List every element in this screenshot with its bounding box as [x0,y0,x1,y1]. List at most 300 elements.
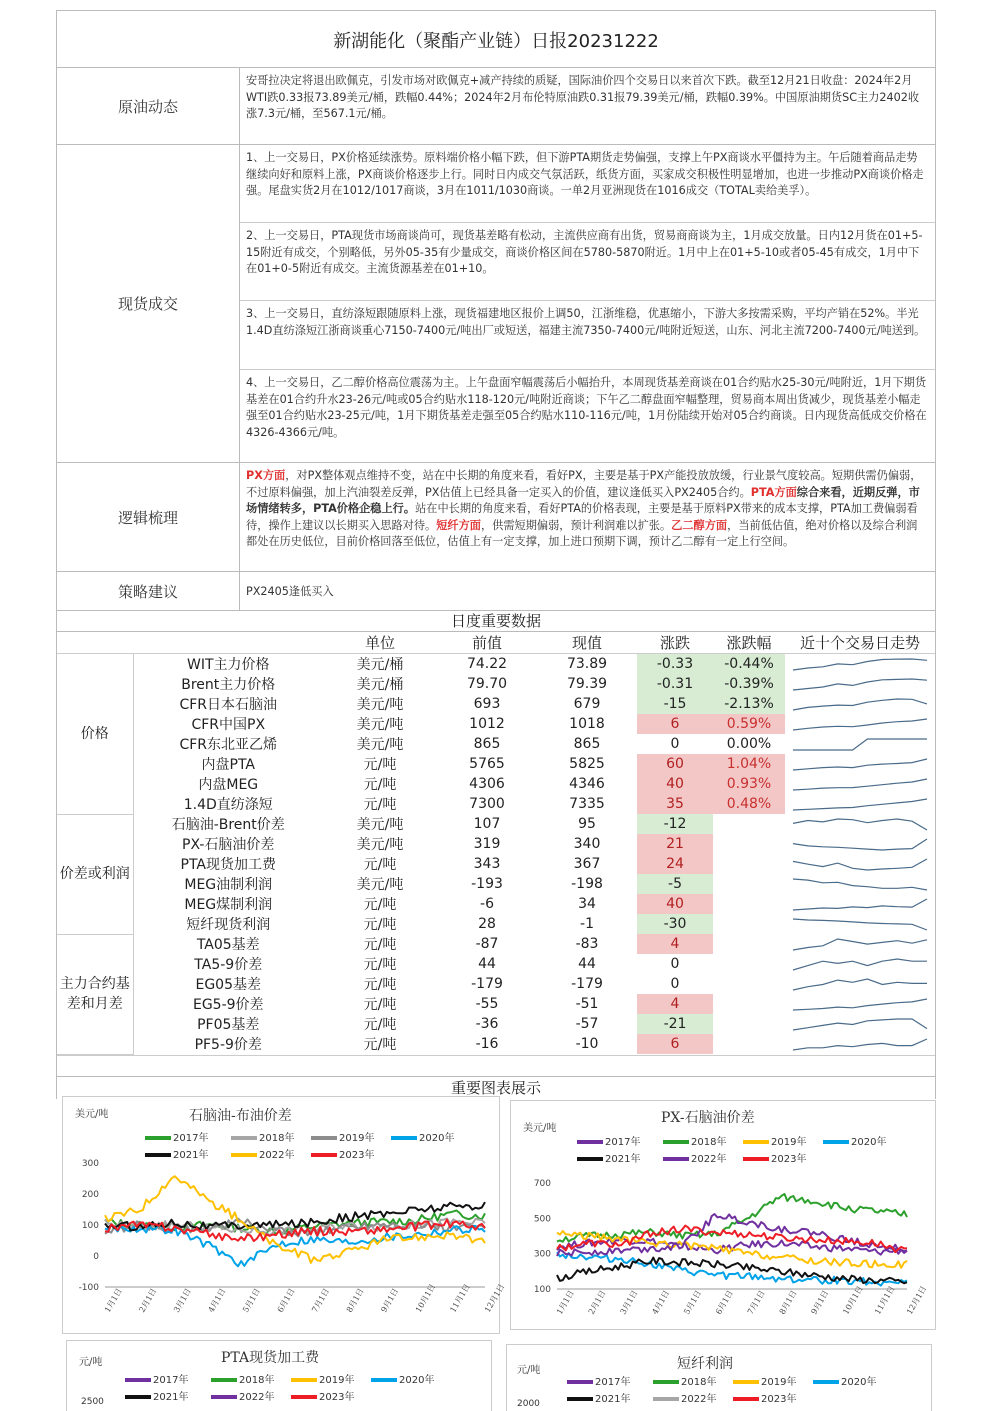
row-name: WIT主力价格 [186,657,270,673]
row-chg: 0 [670,956,680,972]
x-tick-label: 1月1日 [102,1286,124,1314]
x-tick-label: 3月1日 [618,1288,640,1316]
row-sparkline [785,914,935,934]
row-prev: -87 [475,936,499,952]
spot-para-3: 3、上一交易日，直纺涤短跟随原料上涨，现货福建地区报价上调50，江浙维稳，优惠缩小，下游大多按需采购，平均产销在52%。半光1.4D直纺涤短江浙商谈重心7150-7400元/吨出厂或短送，福建主流7350-7400元/吨附近短送，山东、河北主流7200-7400元/吨送到。 [246,307,926,337]
row-sparkline [785,734,935,754]
row-chg: 40 [637,774,713,794]
sparkline [793,839,927,850]
row-cur: -83 [575,936,599,952]
row-cur: 73.89 [566,656,608,672]
legend-item [125,1371,188,1386]
row-pct: 1.04% [713,754,785,774]
row-cur: 5825 [569,756,605,772]
legend-label: 2020年 [851,1137,887,1148]
row-sparkline [785,994,935,1014]
row-name: MEG油制利润 [184,877,273,893]
pta-text: 站在中长期的角度来看，看好PTA的价格表现，主要是基于原料PX带来的成本支撑，PTA加工费偏弱看待，操作上建议以长期买入思路对待。 [246,502,918,532]
legend-label: 2019年 [339,1133,375,1144]
row-chg: 0 [670,976,680,992]
row-name: CFR东北亚乙烯 [179,737,278,753]
chart-naphtha-brent [62,1096,507,1334]
row-chg: 6 [637,714,713,734]
row-pct: 0.93% [713,774,785,794]
row-cur: 367 [573,856,601,872]
x-tick-label: 9月1日 [809,1288,831,1316]
row-cur: 679 [573,696,601,712]
row-chg: 35 [637,794,713,814]
table-row [57,914,935,934]
legend-label: 2021年 [595,1394,631,1405]
sparkline [793,659,927,670]
legend-label: 2019年 [319,1375,355,1386]
row-name: CFR日本石脑油 [179,697,278,713]
legend-swatch [813,1380,839,1384]
legend-swatch [211,1395,237,1399]
col-unit: 单位 [323,632,437,654]
legend-item [291,1388,354,1403]
row-unit: 美元/吨 [356,737,404,753]
row-prev: -36 [475,1016,499,1032]
row-cur: -1 [580,916,594,932]
row-cur: 1018 [569,716,605,732]
legend-label: 2021年 [173,1150,209,1161]
eg-text: ，当前低估值，绝对价格以及综合利润都处在历史低位，目前价格回落至低位，估值上有一定支撑，加上进口预期下调，预计乙二醇有一定上行空间。 [246,518,918,548]
x-tick-label: 6月1日 [714,1288,735,1316]
row-sparkline [785,654,935,675]
row-sparkline [785,674,935,694]
table-row [57,794,935,814]
row-prev: 107 [473,816,501,832]
row-name: PTA现货加工费 [180,857,276,873]
y-tick-label: 300 [81,1159,99,1169]
row-prev: 1012 [469,716,505,732]
x-tick-label: 8月1日 [777,1288,799,1316]
row-prev: 7300 [469,796,505,812]
sparkline [793,859,927,870]
legend-label: 2023年 [771,1154,807,1165]
row-pct [713,834,785,854]
x-tick-label: 9月1日 [379,1286,401,1314]
table-row [57,754,935,774]
legend-label: 2017年 [605,1137,641,1148]
col-prev: 前值 [437,632,537,654]
row-name: TA5-9价差 [194,957,263,973]
table-row [57,974,935,994]
spot-para-4: 4、上一交易日，乙二醇价格高位震荡为主。上午盘面窄幅震荡后小幅抬升，本周现货基差商谈在01合约贴水25-30元/吨附近，1月下期货基差在01合约升水23-26元/吨或05合约贴水118-120元/吨附近商谈；下午乙二醇盘面窄幅整理，贸易商本周出货减少，现货基差小幅走强至01合约贴水23-25元/吨，1月下期货基差走强至05合约贴水110-116元/吨，1月份陆续开始对05合约商谈。日内现货高低成交价格在4326-4366元/吨。 [246,376,927,439]
x-tick-label: 5月1日 [241,1286,263,1314]
legend-label: 2020年 [841,1377,877,1388]
x-tick-label: 11月1日 [448,1282,472,1314]
row-unit: 美元/桶 [356,677,404,693]
row-chg: 21 [637,834,713,854]
x-tick-label: 12月1日 [904,1284,929,1316]
row-unit: 元/吨 [363,777,397,793]
row-name: 内盘MEG [198,777,259,793]
row-name: CFR中国PX [191,717,266,733]
spot-para-2: 2、上一交易日，PTA现货市场商谈尚可，现货基差略有松动，主流供应商有出货，贸易商商谈为主，1月成交放量。日内12月货在01+5-15附近有成交，个别略低，另外05-35有少量成交，商谈价格区间在5780-5870附近。1月中上在01+5-10或者05-45有成交，1月中下在01+0-5附近有成交。主流货源基差在01+10。 [246,229,923,275]
row-prev: -6 [480,896,494,912]
legend-label: 2023年 [339,1150,375,1161]
row-prev: -193 [471,876,503,892]
col-pct: 涨跌幅 [713,632,785,654]
legend-label: 2019年 [761,1377,797,1388]
table-row [57,1034,935,1054]
legend-item [733,1373,796,1388]
section-label: 逻辑梳理 [57,463,240,571]
row-unit: 元/吨 [363,757,397,773]
section-label: 原油动态 [57,68,240,144]
row-pct [713,894,785,914]
legend-label: 2018年 [691,1137,727,1148]
legend-swatch [211,1378,237,1382]
row-pct [713,874,785,894]
row-sparkline [785,974,935,994]
px-head: PX方面 [246,469,286,482]
row-cur: -51 [575,996,599,1012]
row-unit: 元/吨 [363,997,397,1013]
sparkline [793,719,927,730]
px-text: ，对PX整体观点维持不变，站在中长期的角度来看，看好PX，主要是基于PX产能投放放缓，行业景气度较高。短期供需仍偏弱，不过原料偏强，加上汽油裂差反弹，PX估值上已经具备一定买入的价值，建议逢低买入PX2405合约。 [246,469,922,499]
x-tick-label: 12月1日 [482,1282,507,1314]
chart1-unit: 美元/吨 [75,1109,109,1120]
row-name: 内盘PTA [201,757,255,773]
row-unit: 元/吨 [363,917,397,933]
row-prev: 28 [478,916,496,932]
sparkline [793,679,927,690]
row-sparkline [785,854,935,874]
row-unit: 元/吨 [363,937,397,953]
legend-label: 2017年 [173,1133,209,1144]
sparkline [793,959,927,970]
row-prev: -55 [475,996,499,1012]
x-tick-label: 2月1日 [137,1286,159,1314]
row-chg: -0.33 [637,654,713,675]
legend-label: 2017年 [153,1375,189,1386]
table-row [57,894,935,914]
row-chg: -21 [637,1014,713,1034]
pf-head: 短纤方面 [436,518,481,532]
row-unit: 元/吨 [363,797,397,813]
row-unit: 元/吨 [363,1017,397,1033]
row-prev: 44 [478,956,496,972]
legend-item [291,1371,354,1386]
x-tick-label: 7月1日 [310,1286,332,1314]
row-chg: 60 [637,754,713,774]
header-row [57,632,935,654]
row-cur: 865 [573,736,601,752]
table-row [57,954,935,974]
row-cur: -10 [575,1036,599,1052]
legend-label: 2018年 [681,1377,717,1388]
row-prev: 74.22 [466,656,508,672]
row-sparkline [785,814,935,834]
chart1-plot [63,1097,507,1333]
row-name: EG05基差 [195,977,261,993]
row-cur: 34 [578,896,596,912]
logic-text [240,463,935,551]
legend-swatch [125,1395,151,1399]
legend-label: 2022年 [691,1154,727,1165]
row-prev: 865 [473,736,501,752]
y-tick-label: -100 [78,1283,99,1293]
row-unit: 美元/桶 [356,657,404,673]
legend-label: 2021年 [153,1392,189,1403]
row-chg: 4 [637,994,713,1014]
x-tick-label: 5月1日 [682,1288,704,1316]
y-tick-label: 0 [93,1252,99,1262]
sparkline [793,779,927,790]
y-tick-label: 100 [81,1221,99,1231]
row-prev: -16 [475,1036,499,1052]
legend-item [211,1371,274,1386]
row-cur: 44 [578,956,596,972]
row-name: MEG煤制利润 [184,897,273,913]
row-chg: -12 [637,814,713,834]
row-pct: 0.00% [726,736,772,752]
section-crude [57,68,935,145]
row-name: 短纤现货利润 [186,917,271,933]
x-tick-label: 4月1日 [206,1286,228,1314]
chart3-ytick: 2500 [81,1397,104,1407]
table-row [57,734,935,754]
row-name: EG5-9价差 [192,997,264,1013]
sparkline [793,879,927,890]
chart1-title: 石脑油-布油价差 [189,1108,292,1124]
row-chg: 0 [670,736,680,752]
sparkline [793,939,927,950]
legend-item [567,1373,630,1388]
table-row [57,714,935,734]
row-cur: 79.39 [566,676,608,692]
legend-item [733,1390,796,1405]
row-sparkline [785,774,935,794]
chart4-title: 短纤利润 [677,1356,733,1372]
row-cur: -179 [571,976,603,992]
report-title: 新湖能化（聚酯产业链）日报20231222 [57,11,935,68]
row-pct: 0.48% [713,794,785,814]
legend-swatch [567,1397,593,1401]
row-sparkline [785,714,935,734]
eg-head: 乙二醇方面 [671,518,728,532]
section-label: 策略建议 [57,572,240,610]
group-label: 主力合约基差和月差 [57,934,133,1054]
legend-swatch [567,1380,593,1384]
row-sparkline [785,894,935,914]
y-tick-label: 200 [81,1190,99,1200]
row-pct: 0.59% [713,714,785,734]
legend-label: 2022年 [259,1150,295,1161]
row-unit: 元/吨 [363,957,397,973]
sparkline [793,1039,927,1050]
row-sparkline [785,694,935,714]
legend-swatch [291,1378,317,1382]
sparkline [793,979,927,990]
row-chg: 6 [637,1034,713,1054]
row-prev: 5765 [469,756,505,772]
y-tick-label: 700 [533,1179,551,1189]
legend-swatch [733,1380,759,1384]
chart3-legend [125,1371,485,1401]
x-tick-label: 7月1日 [745,1288,767,1316]
row-prev: 4306 [469,776,505,792]
y-tick-label: 300 [533,1249,551,1260]
x-tick-label: 8月1日 [344,1286,366,1314]
legend-swatch [733,1397,759,1401]
row-sparkline [785,934,935,954]
legend-swatch [653,1380,679,1384]
legend-item [813,1373,876,1388]
row-unit: 元/吨 [363,857,397,873]
row-pct [713,814,785,834]
row-pct [713,994,785,1014]
section-label: 现货成交 [57,145,240,462]
row-chg: 40 [637,894,713,914]
table-row [57,694,935,714]
row-chg: -15 [637,694,713,714]
sparkline [793,699,927,710]
row-chg: -5 [637,874,713,894]
x-tick-label: 11月1日 [873,1284,897,1316]
daily-title: 日度重要数据 [57,611,935,632]
chart2-unit: 美元/吨 [523,1123,557,1134]
legend-swatch [371,1378,397,1382]
row-unit: 元/吨 [363,1037,397,1053]
row-chg: -30 [637,914,713,934]
x-tick-label: 3月1日 [172,1286,193,1314]
row-sparkline [785,1014,935,1034]
row-chg: 4 [637,934,713,954]
x-tick-label: 10月1日 [841,1284,865,1316]
col-chg: 涨跌 [637,632,713,654]
legend-label: 2019年 [771,1137,807,1148]
legend-item [125,1388,188,1403]
row-name: PX-石脑油价差 [182,837,275,853]
row-cur: -198 [571,876,603,892]
x-tick-label: 4月1日 [650,1288,672,1316]
row-prev: 343 [473,856,501,872]
row-prev: 79.70 [466,676,508,692]
sparkline [793,739,927,750]
chart2-title: PX-石脑油价差 [661,1110,755,1126]
table-row [57,1014,935,1034]
legend-label: 2021年 [605,1154,641,1165]
row-pct [713,854,785,874]
row-cur: 7335 [569,796,605,812]
row-pct [713,974,785,994]
legend-label: 2023年 [319,1392,355,1403]
row-name: Brent主力价格 [181,677,276,693]
row-pct: -0.39% [713,674,785,694]
row-pct [713,1034,785,1054]
sparkline [793,1019,927,1030]
legend-label: 2022年 [681,1394,717,1405]
row-cur: 95 [578,816,596,832]
row-pct: -2.13% [713,694,785,714]
row-unit: 元/吨 [363,897,397,913]
sparkline [793,799,927,810]
sparkline [793,819,927,830]
chart-px-naphtha [510,1100,936,1330]
legend-label: 2020年 [419,1133,455,1144]
row-name: TA05基差 [196,937,260,953]
legend-label: 2020年 [399,1375,435,1386]
legend-item [371,1371,434,1386]
row-cur: 340 [573,836,601,852]
section-logic [57,463,935,572]
row-prev: 319 [473,836,501,852]
sparkline [793,759,927,770]
section-spot [57,145,935,463]
chart2-plot [511,1101,935,1329]
legend-item [653,1373,716,1388]
table-row [57,934,935,954]
row-sparkline [785,754,935,774]
chart-pta-margin [66,1340,492,1411]
chart-pf-profit [506,1344,932,1411]
row-prev: 693 [473,696,501,712]
legend-swatch [125,1378,151,1382]
table-row [57,994,935,1014]
table-row [57,834,935,854]
x-tick-label: 6月1日 [275,1286,297,1314]
row-sparkline [785,834,935,854]
row-unit: 美元/吨 [356,717,404,733]
legend-item [567,1390,630,1405]
chart4-unit: 元/吨 [517,1365,541,1376]
row-pct [713,954,785,974]
sparkline [793,999,927,1010]
row-sparkline [785,1034,935,1054]
row-unit: 美元/吨 [356,877,404,893]
series-line [105,1202,485,1230]
legend-label: 2018年 [259,1133,295,1144]
row-sparkline [785,954,935,974]
pf-text: ，供需短期偏弱，预计利润难以扩张。 [480,518,672,532]
row-chg: 24 [637,854,713,874]
pta-head: PTA方面 [750,485,797,499]
charts-title: 重要图表展示 [57,1076,935,1099]
y-tick-label: 100 [533,1285,551,1295]
legend-item [211,1388,274,1403]
legend-item [653,1390,716,1405]
x-tick-label: 2月1日 [586,1288,608,1316]
row-pct [713,914,785,934]
row-unit: 美元/吨 [356,817,404,833]
legend-label: 2017年 [595,1377,631,1388]
row-pct: -0.44% [713,654,785,675]
pta-bold: 综合来看，近期反弹，市场情绪转多，PTA价格企稳上行。 [246,485,920,515]
table-row [57,854,935,874]
row-name: 1.4D直纺涤短 [183,797,273,813]
row-sparkline [785,794,935,814]
row-unit: 美元/吨 [356,697,404,713]
row-cur: 4346 [569,776,605,792]
table-row [57,814,935,834]
row-name: PF05基差 [197,1017,260,1033]
section-strategy [57,572,935,611]
table-row [57,674,935,694]
table-row [57,774,935,794]
chart3-title: PTA现货加工费 [221,1350,320,1366]
legend-label: 2023年 [761,1394,797,1405]
row-chg: -0.31 [637,674,713,694]
row-prev: -179 [471,976,503,992]
legend-swatch [653,1397,679,1401]
daily-table [57,632,935,1055]
row-name: PF5-9价差 [194,1037,262,1053]
row-pct [713,1014,785,1034]
